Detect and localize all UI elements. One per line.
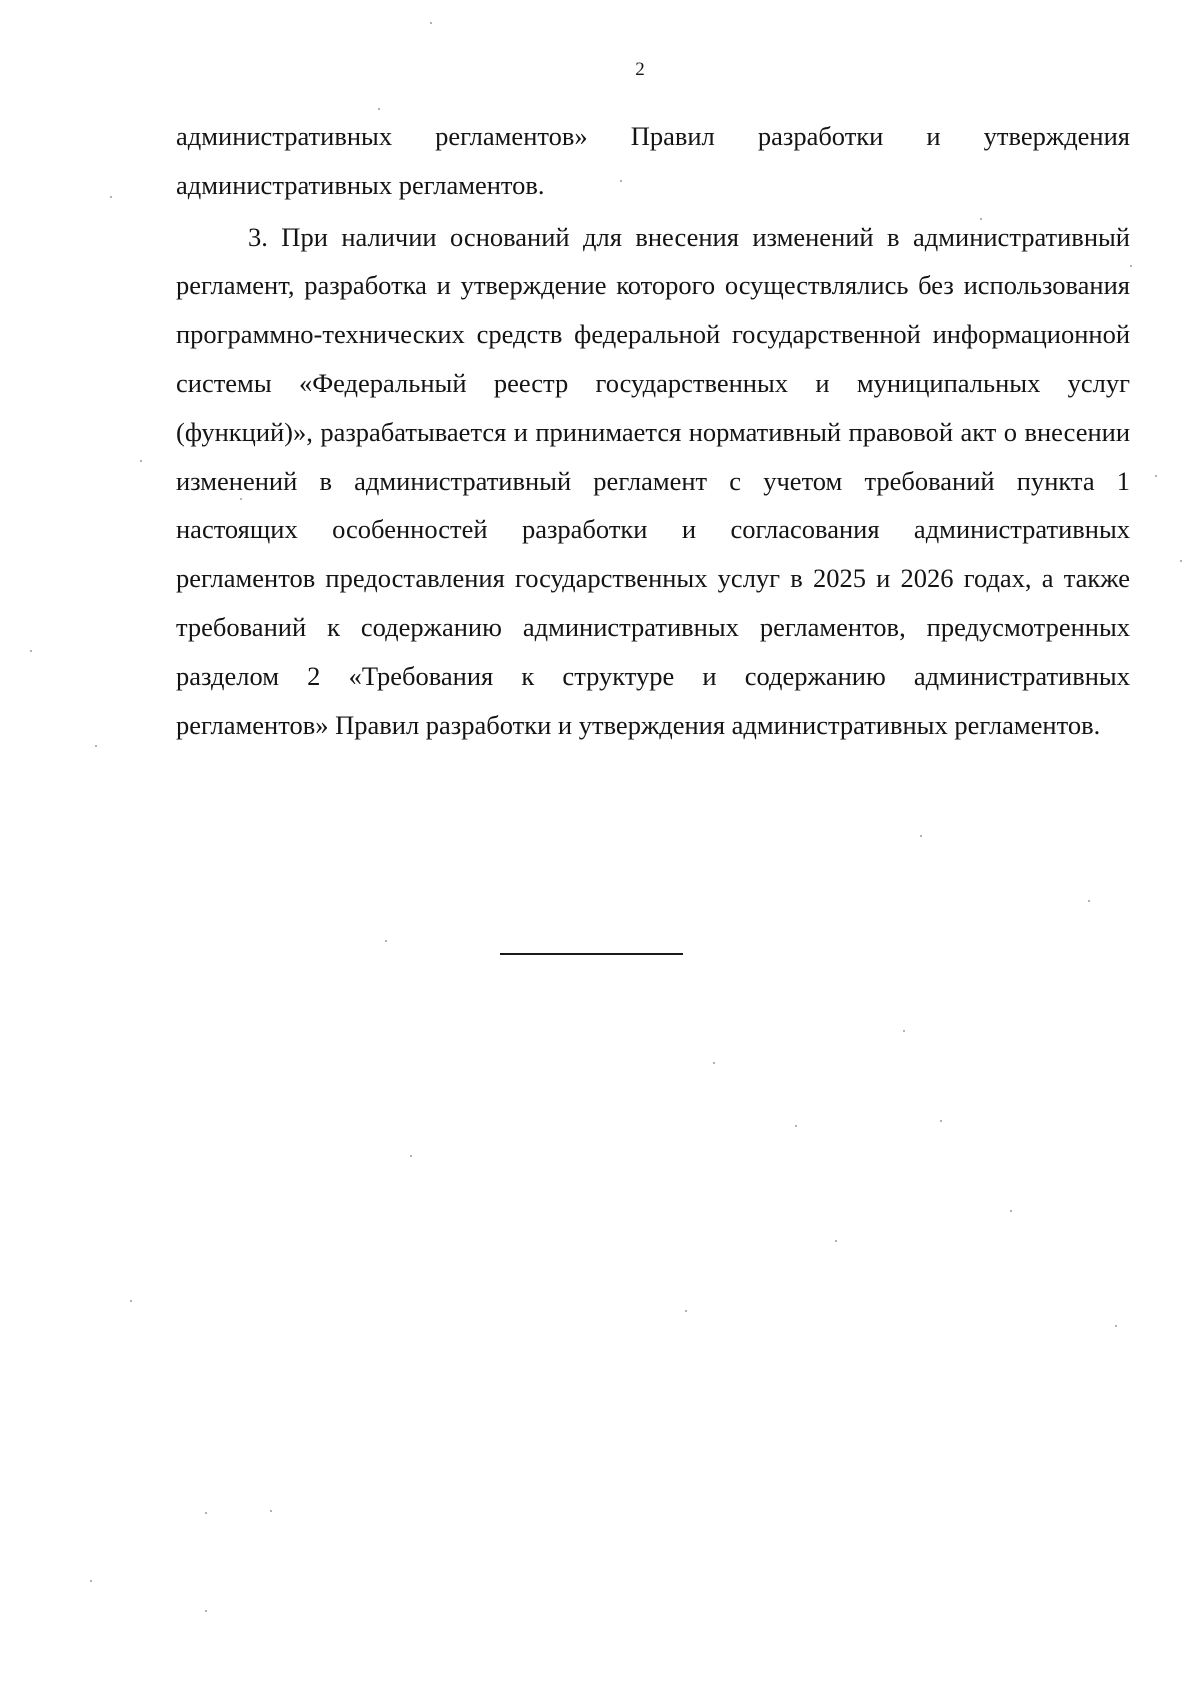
page-number: 2	[635, 59, 645, 80]
document-body	[176, 112, 1130, 749]
paragraph-item-3: 3. При наличии оснований для внесения изменений в административный регламент, разработка и утверждение которого осуществлялись без использования программно-технических средств федеральной государственной информационной системы «Федеральный реестр государственных и муниципальных услуг (функций)», разрабатывается и принимается нормативный правовой акт о внесении изменений в административный регламент с учетом требований пункта 1 настоящих особенностей разработки и согласования административных регламентов предоставления государственных услуг в 2025 и 2026 годах, а также требований к содержанию административных регламентов, предусмотренных разделом 2 «Требования к структуре и содержанию административных регламентов» Правил разработки и утверждения административных регламентов.	[176, 221, 1130, 740]
end-separator-line	[500, 953, 683, 955]
paragraph-continuation: административных регламентов» Правил разработки и утверждения административных регламентов.	[176, 121, 1130, 200]
